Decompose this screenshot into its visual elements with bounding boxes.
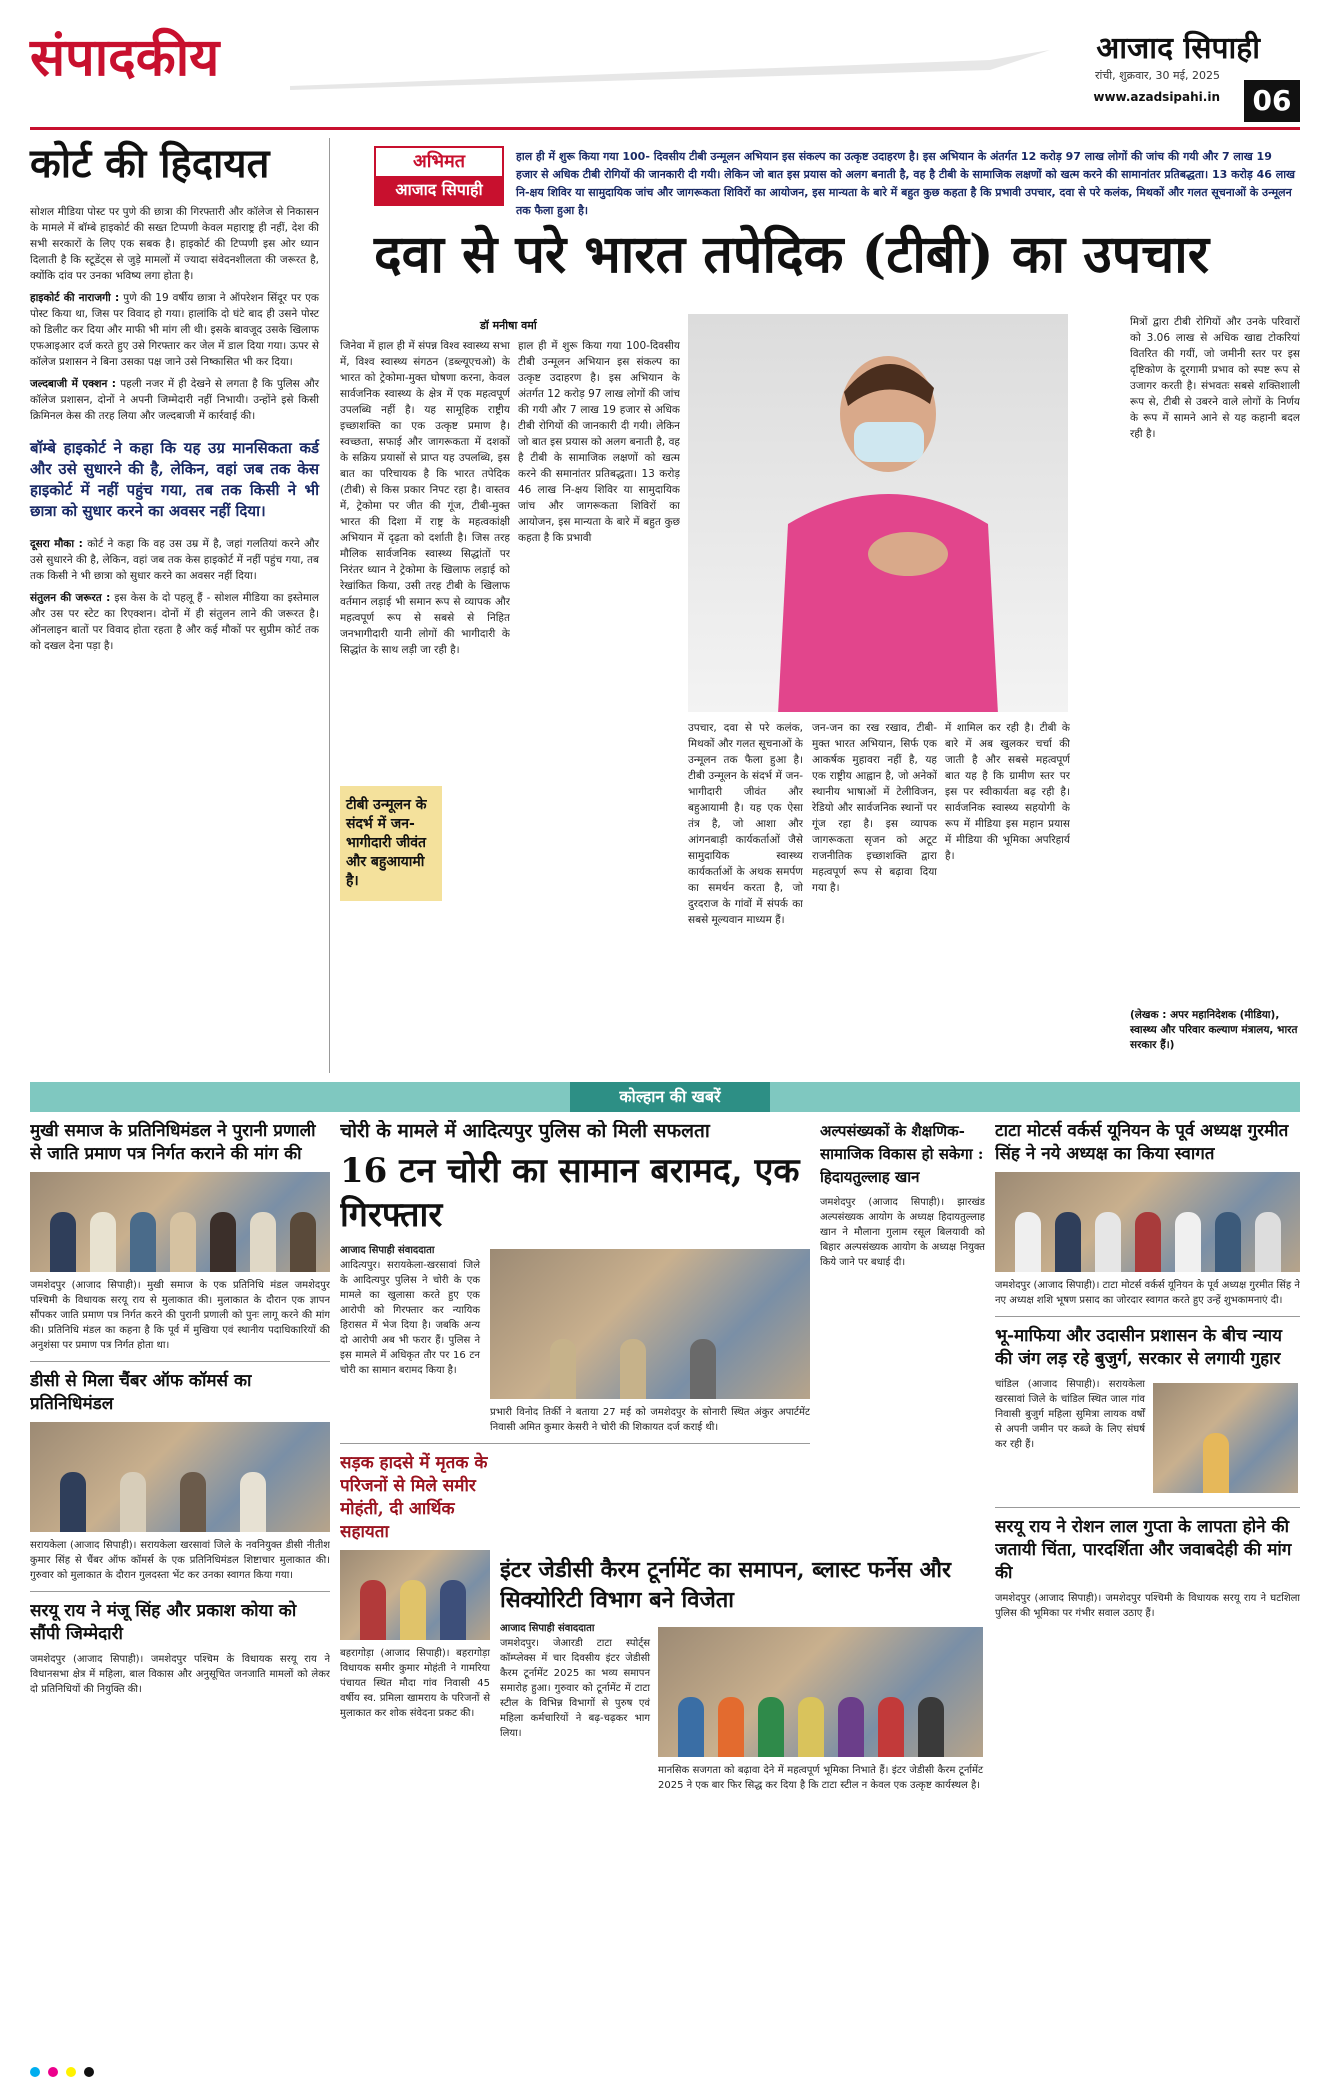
news-column-4 — [995, 1120, 1300, 2050]
opinion-badge-bottom: आजाद सिपाही — [376, 176, 502, 204]
news-body: प्रभारी विनोद तिर्की ने बताया 27 मई को जमशेदपुर के सोनारी स्थित अंकुर अपार्टमेंट निवासी अमित कुमार केसरी ने चोरी की शिकायत दर्ज कराई थी। — [490, 1407, 810, 1433]
pull-quote: बॉम्बे हाइकोर्ट ने कहा कि यह उग्र मानसिकता कर्ड और उसे सुधारने की है, लेकिन, वहां जब तक केस हाइकोर्ट में नहीं पहुंच गया, तब तक किसी ने भी छात्रा को सुधार करने का अवसर नहीं दिया। — [30, 439, 319, 520]
news-body: बहरागोड़ा (आजाद सिपाही)। बहरागोड़ा विधायक समीर कुमार मोहंती ने गामरिया पंचायत स्थित मौदा गांव निवासी 45 वर्षीय स्व. प्रमिला खामराय के परिजनों से मुलाकात कर शोक संवेदना प्रकट की। — [340, 1648, 490, 1719]
meeting-photo — [30, 1422, 330, 1532]
news-headline: 16 टन चोरी का सामान बरामद, एक गिरफ्तार — [340, 1151, 800, 1235]
news-body-row — [340, 1243, 810, 1435]
editorial-column-4: जन-जन का रख रखाव, टीबी-मुक्त भारत अभियान, सिर्फ एक आकर्षक मुहावरा नहीं है, यह एक राष्ट्रीय आह्वान है, जो अनेकों स्थानीय भाषाओं में टेलीविजन, रेडियो और सार्वजनिक स्थानों पर गूंज रहा है। इस व्यापक जागरूकता सृजन को अटूट राजनीतिक इच्छाशक्ति द्वारा महत्वपूर्ण रूप से बढ़ावा दिया गया है। — [812, 722, 937, 894]
section-title: संपादकीय — [30, 27, 220, 88]
news-headline: सड़क हादसे में मृतक के परिजनों से मिले समीर मोहंती, दी आर्थिक सहायता — [340, 1453, 488, 1542]
news-photo-column — [490, 1243, 810, 1435]
callout-box: टीबी उन्मूलन के संदर्भ में जन-भागीदारी जीवंत और बहुआयामी है। — [340, 786, 442, 901]
police-photo — [490, 1249, 810, 1399]
winners-photo — [658, 1627, 983, 1757]
print-registration-marks — [30, 2062, 1300, 2072]
union-photo — [995, 1172, 1300, 1272]
website-link[interactable]: www.azadsipahi.in — [1093, 90, 1220, 104]
group-photo — [30, 1172, 330, 1272]
subhead: जल्दबाजी में एक्शन : — [30, 378, 116, 390]
masthead — [30, 20, 1300, 130]
news-headline: अल्पसंख्यकों के शैक्षणिक-सामाजिक विकास हो सकेगा : हिदायतुल्लाह खान — [820, 1122, 984, 1186]
editorial-column-1: जिनेवा में हाल ही में संपन्न विश्व स्वास्थ्य सभा में, विश्व स्वास्थ्य संगठन (डब्ल्यूएचओ) के भारत को ट्रेकोमा-मुक्त घोषणा करना, केवल सार्वजनिक स्वास्थ्य के क्षेत्र में एक महत्वपूर्ण उपलब्धि नहीं है। यह सामूहिक राष्ट्रीय इच्छाशक्ति का एक उत्कृष्ट प्रमाण है। स्वच्छता, सफाई और जागरूकता में दशकों के सक्रिय प्रयासों से प्राप्त यह उपलब्धि, इस बात का परिचायक है कि भारत तपेदिक (टीबी) से किस प्रकार निपट रहा है। वास्तव में, ट्रेकोमा पर जीत की गूंज, टीबी-मुक्त भारत की दिशा में राष्ट्र के महत्वकांक्षी अभियान में दृढ़ता को दर्शाती है। जिस तरह मौलिक सार्वजनिक स्वास्थ्य सिद्धांतों पर निरंतर ध्यान ने ट्रेकोमा के खिलाफ लड़ाई को रेखांकित किया, उसी तरह टीबी के खिलाफ वर्तमान लड़ाई भी समान रूप से व्यापक और महत्वपूर्ण रूप से सबसे से निहित जनभागीदारी यानी लोगों की भागीदारी के सिद्धांत के साथ लड़ी जा रही है। — [340, 340, 510, 656]
paragraph — [30, 590, 319, 654]
court-editorial — [30, 138, 330, 1073]
news-byline: आजाद सिपाही संवाददाता — [500, 1623, 595, 1634]
court-editorial-title: कोर्ट की हिदायत — [30, 140, 270, 187]
author-note: (लेखक : अपर महानिदेशक (मीडिया), स्वास्थ्य और परिवार कल्याण मंत्रालय, भारत सरकार हैं।) — [1130, 1009, 1298, 1051]
paragraph-text: कोर्ट ने कहा कि वह उस उम्र में है, जहां गलतियां करने और उसे सुधारने की है, लेकिन, वहां जब तक केस हाइकोर्ट में नहीं पहुंच गया, तब तक किसी ने भी छात्रा को सुधार करने का अवसर नहीं दिया। — [30, 538, 320, 582]
news-body: सरायकेला (आजाद सिपाही)। सरायकेला खरसावां जिले के नवनियुक्त डीसी नीतीश कुमार सिंह से चैंबर ऑफ कॉमर्स के एक प्रतिनिधिमंडल शिष्टाचार मुलाकात की। गुरुवार को मुलाकात के दौरान गुलदस्ता भेंट कर उनका स्वागत किया गया। — [30, 1540, 330, 1581]
coughing-man-photo — [688, 314, 1068, 712]
news-headline: टाटा मोटर्स वर्कर्स यूनियन के पूर्व अध्यक्ष गुरमीत सिंह ने नये अध्यक्ष का किया स्वागत — [995, 1121, 1289, 1164]
paragraph-text: इस केस के दो पहलू हैं - सोशल मीडिया का इस्तेमाल और उस पर स्टेट का रिएक्शन। दोनों में ही संतुलन लाने की जरूरत है। ऑनलाइन बातों पर विवाद होता रहता है और कई मौकों पर सुप्रीम कोर्ट तक को दखल देना पड़ा है। — [30, 592, 319, 652]
paragraph — [30, 376, 319, 424]
divider — [30, 1591, 330, 1592]
black-dot — [84, 2067, 94, 2077]
news-kicker: चोरी के मामले में आदित्यपुर पुलिस को मिली सफलता — [340, 1120, 710, 1142]
editorial-column-2: हाल ही में शुरू किया गया 100-दिवसीय टीबी उन्मूलन अभियान इस संकल्प का उत्कृष्ट उदाहरण है। इस अभियान के अंतर्गत 12 करोड़ 97 लाख लोगों की जांच की गयी और 7 लाख 19 हजार से अधिक टीबी रोगियों की जानकारी दी गयी। लेकिन जो बात इस प्रयास को अलग बनाती है, वह है टीबी के सामाजिक लक्षणों को खत्म करने की समानांतर प्रतिबद्धता। 13 करोड़ 46 लाख नि-क्षय शिविर या सामुदायिक जांच और जागरूकता शिविरों का आयोजन, इस मान्यता के बारे में बहुत कुछ कहता है कि प्रभावी — [518, 340, 680, 544]
news-body: जमशेदपुर (आजाद सिपाही)। जमशेदपुर पश्चिमी के विधायक सरयू राय ने घटशिला पुलिस की भूमिका पर गंभीर सवाल उठाए हैं। — [995, 1593, 1300, 1619]
magenta-dot — [48, 2067, 58, 2077]
news-body: जमशेदपुर (आजाद सिपाही)। टाटा मोटर्स वर्कर्स यूनियन के पूर्व अध्यक्ष गुरमीत सिंह ने नए अध्यक्ष शशि भूषण प्रसाद का जोरदार स्वागत करते हुए उन्हें शुभकामनाएं दी। — [995, 1280, 1300, 1306]
editorial-column-3: उपचार, दवा से परे कलंक, मिथकों और गलत सूचनाओं के उन्मूलन तक फैला हुआ है। टीबी उन्मूलन के संदर्भ में जन-भागीदारी जीवंत और बहुआयामी है। यह एक ऐसा तंत्र है, जो आशा और आंगनबाड़ी कार्यकर्ताओं जैसे सामुदायिक स्वास्थ्य कार्यकर्ताओं के अथक समर्पण का समर्थन करता है, जो दुरदराज के गांवों में संपर्क का सबसे मूल्यवान माध्यम हैं। — [688, 722, 803, 926]
dateline: रांची, शुक्रवार, 30 मई, 2025 — [1094, 69, 1220, 82]
news-byline: आजाद सिपाही संवाददाता — [340, 1245, 435, 1256]
paragraph: सोशल मीडिया पोस्ट पर पुणे की छात्रा की गिरफ्तारी और कॉलेज से निकासन के मामले में बॉम्बे हाइकोर्ट की सख्त टिप्पणी केवल महाराष्ट्र ही नहीं, देश की सभी सरकारों के लिए एक सबक है। हाइकोर्ट की टिप्पणी इस ओर ध्यान दिलाती है कि स्टूडेंट्स से जुड़े मामलों में ज्यादा संवेदनशीलता की जरूरत है, क्योंकि दांव पर उनका भविष्य लगा होता है। — [30, 206, 319, 282]
paragraph — [30, 290, 319, 370]
news-headline: मुखी समाज के प्रतिनिधिमंडल ने पुरानी प्रणाली से जाति प्रमाण पत्र निर्गत कराने की मांग की — [30, 1121, 316, 1164]
divider — [995, 1507, 1300, 1508]
news-body: जमशेदपुर (आजाद सिपाही)। झारखंड अल्पसंख्यक आयोग के अध्यक्ष हिदायतुल्लाह खान ने मौलाना गुलाम रसूल बिलयावी को बिहार अल्पसंख्यक आयोग के अध्यक्ष नियुक्त किये जाने पर बधाई दी। — [820, 1197, 985, 1268]
divider — [340, 1443, 810, 1444]
opinion-badge-top: अभिमत — [412, 151, 466, 172]
news-body: जमशेदपुर। जेआरडी टाटा स्पोर्ट्स कॉम्प्लेक्स में चार दिवसीय इंटर जेडीसी कैरम टूर्नामेंट 2025 का भव्य समापन समारोह हुआ। गुरुवार को टूर्नामेंट में टाटा स्टील के विभिन्न विभागों से पुरुष एवं महिला कर्मचारियों ने बढ़-चढ़कर भाग लिया। — [500, 1638, 650, 1739]
news-text-column — [340, 1243, 480, 1435]
paragraph — [30, 536, 319, 584]
news-headline: भू-माफिया और उदासीन प्रशासन के बीच न्याय की जंग लड़ रहे बुजुर्ग, सरकार से लगायी गुहार — [995, 1326, 1282, 1369]
cyan-dot — [30, 2067, 40, 2077]
subhead: दूसरा मौका : — [30, 538, 83, 550]
news-headline: डीसी से मिला चैंबर ऑफ कॉमर्स का प्रतिनिधिमंडल — [30, 1371, 252, 1414]
news-headline: इंटर जेडीसी कैरम टूर्नामेंट का समापन, ब्लास्ट फर्नेस और सिक्योरिटी विभाग बने विजेता — [500, 1557, 951, 1613]
subhead: संतुलन की जरूरत : — [30, 592, 111, 604]
elderly-woman-photo — [1153, 1383, 1298, 1493]
opinion-badge — [374, 146, 504, 206]
news-body: चांडिल (आजाद सिपाही)। सरायकेला खरसावां जिले के चांडिल स्थित जाल गांव निवासी बुजुर्ग महिला सुमित्रा लायक वर्षों से अपनी जमीन पर कब्जे के लिए संघर्ष कर रही हैं। — [995, 1379, 1145, 1450]
editorial-intro: हाल ही में शुरू किया गया 100- दिवसीय टीबी उन्मूलन अभियान इस संकल्प का उत्कृष्ट उदाहरण है। इस अभियान के अंतर्गत 12 करोड़ 97 लाख लोगों की जांच की गयी और 7 लाख 19 हजार से अधिक टीबी रोगियों की जानकारी दी गयी। लेकिन जो बात इस प्रयास को अलग बनाती है, वह है टीबी के सामाजिक लक्षणों को खत्म करने की सामानांतर प्रतिबद्धता। 13 करोड़ 46 लाख नि-क्षय शिविर या सामुदायिक जांच और जागरूकता शिविरों का आयोजन, इस मान्यता के बारे में बहुत कुछ कहता है कि प्रभावी उपचार, दवा से परे कलंक, मिथकों और गलत सूचनाओं के उन्मूलन तक फैला हुआ है। — [516, 150, 1296, 217]
news-accident — [340, 1452, 490, 1721]
divider — [995, 1316, 1300, 1317]
news-body: जमशेदपुर (आजाद सिपाही)। मुखी समाज के एक प्रतिनिधि मंडल जमशेदपुर पश्चिमी के विधायक सरयू राय से मुलाकात की। मुलाकात के दौरान एक ज्ञापन सौंपकर जाति प्रमाण पत्र निर्गत करने की पुरानी प्रणाली को पुनः लागू करने की मांग की। प्रतिनिधि मंडल का कहना है कि पूर्व में मुखिया एवं स्थानीय पदाधिकारियों की अनुशंसा पर प्रमाण पत्र निर्गत होता था। — [30, 1280, 330, 1351]
court-editorial-body — [30, 204, 319, 654]
editorial-column-5: में शामिल कर रही है। टीबी के बारे में अब खुलकर चर्चा की जाती है और सबसे महत्वपूर्ण बात यह है कि ग्रामीण स्तर पर इस पर स्वीकार्यता बढ़ रही है। सार्वजनिक स्वास्थ्य सहयोगी के रूप में मीडिया इस महान प्रयास में मीडिया की भूमिका अपरिहार्य है। — [945, 722, 1070, 862]
pen-nib-icon — [290, 30, 1070, 110]
person-illustration — [758, 344, 1018, 712]
carrom-story — [500, 1555, 985, 2050]
paper-name: आजाद सिपाही — [1096, 31, 1260, 66]
section-strip — [30, 1082, 1300, 1112]
main-editorial — [340, 138, 1300, 1073]
news-body: जमशेदपुर (आजाद सिपाही)। जमशेदपुर पश्चिम के विधायक सरयू राय ने विधानसभा क्षेत्र में महिला, बाल विकास और अनुसूचित जनजाति मामलों को लेकर दो प्रतिनिधियों की नियुक्ति की। — [30, 1654, 330, 1695]
editorial-headline: दवा से परे भारत तपेदिक (टीबी) का उपचार — [374, 224, 1210, 285]
news-photo-column — [658, 1621, 983, 1793]
section-strip-label: कोल्हान की खबरें — [570, 1082, 770, 1112]
yellow-dot — [66, 2067, 76, 2077]
news-body: मानसिक सजगता को बढ़ावा देने में महत्वपूर्ण भूमिका निभाते हैं। इंटर जेडीसी कैरम टूर्नामेंट 2025 ने एक बार फिर सिद्ध कर दिया है कि टाटा स्टील न केवल एक उत्कृष्ट कार्यस्थल है। — [658, 1765, 983, 1791]
author-byline: डॉ मनीषा वर्मा — [480, 319, 537, 332]
paragraph-text: पहली नजर में ही देखने से लगता है कि पुलिस और कॉलेज प्रशासन, दोनों ने अपनी जिम्मेदारी नहीं निभायी। उन्होंने इसे किसी क्रिमिनल केस की तरह लिया और जल्दबाजी में कार्रवाई की। — [30, 378, 319, 422]
divider — [30, 1361, 330, 1362]
editorial-column-6: मित्रों द्वारा टीबी रोगियों और उनके परिवारों को 3.06 लाख से अधिक खाद्य टोकरियां वितरित की गयीं, जो जमीनी स्तर पर इस दृष्टिकोण के दूरगामी प्रभाव को स्पष्ट रूप से उजागर करती है। संभवतः सबसे शक्तिशाली रूप से, टीबी से उबरने वाले लोगों के निर्णय के रूप में सामने आने से यह कहानी बदल रही है। — [1130, 316, 1300, 440]
family-photo — [340, 1550, 490, 1640]
news-body: आदित्यपुर। सरायकेला-खरसावां जिले के आदित्यपुर पुलिस ने चोरी के एक मामले का खुलासा करते हुए एक आरोपी को गिरफ्तार कर न्यायिक हिरासत में भेज दिया है। जबकि अन्य दो आरोपी अब भी फरार हैं। पुलिस ने इस मामले में अधिकृत तौर पर 16 टन चोरी का सामान बरामद किया है। — [340, 1260, 480, 1376]
news-headline: सरयू राय ने मंजू सिंह और प्रकाश कोया को सौंपी जिम्मेदारी — [30, 1601, 297, 1644]
news-text-column — [500, 1621, 650, 1793]
news-body-row — [995, 1377, 1300, 1499]
paragraph-text: पुणे की 19 वर्षीय छात्रा ने ऑपरेशन सिंदूर पर एक पोस्ट किया था, जिस पर विवाद हो गया। हालांकि दो घंटे बाद ही उसने पोस्ट को डिलीट कर दिया और माफी भी मांग ली थी। इसके बावजूद उसके खिलाफ एफआइआर दर्ज करते हुए उसे गिरफ्तार कर जेल में डाल दिया गया। ऊपर से कॉलेज प्रशासन ने बिना उसका पक्ष जाने उसे निष्कासित भी कर दिया। — [30, 292, 319, 368]
news-headline: सरयू राय ने रोशन लाल गुप्ता के लापता होने की जतायी चिंता, पारदर्शिता और जवाबदेही की मांग की — [995, 1517, 1292, 1583]
page-number: 06 — [1244, 80, 1300, 122]
news-body-row — [500, 1621, 985, 1793]
subhead: हाइकोर्ट की नाराजगी : — [30, 292, 120, 304]
news-column-1 — [30, 1120, 330, 2050]
